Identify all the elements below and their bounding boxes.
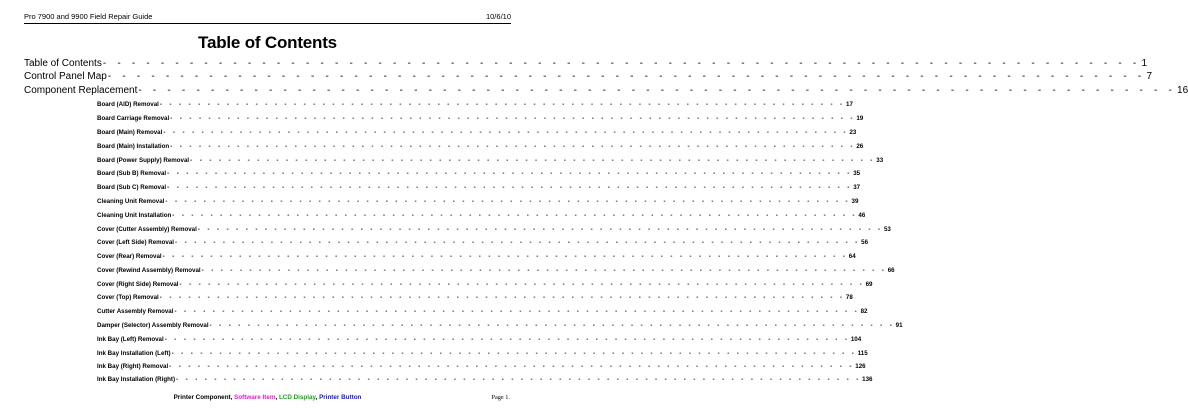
toc-subentry-label: Ink Bay (Right) Removal xyxy=(97,363,169,370)
toc-subentry[interactable] xyxy=(97,307,868,316)
dot-leader: - - - - - - - - - - - - - - - - - - - - - - - - - - - - - - - - - - - - - - - - - - - - - - - - - - - - - - - - - - - - - - - - - - - - - - - - xyxy=(167,170,853,177)
toc-subentry[interactable] xyxy=(97,114,864,123)
dot-leader: - - - - - - - - - - - - - - - - - - - - - - - - - - - - - - - - - - - - - - - - - - - - - - - - - - - - - - - - - - - - - - - - - - - - - - - - xyxy=(197,226,883,233)
toc-subentry-page: 17 xyxy=(846,101,853,108)
toc-entry-page: 1 xyxy=(1141,58,1148,69)
dot-leader: - - - - - - - - - - - - - - - - - - - - - - - - - - - - - - - - - - - - - - - - - - - - - - - - - - - - - - - - - - - - - - - - - - - - - - - - xyxy=(162,253,848,260)
toc-subentry-label: Ink Bay Installation (Right) xyxy=(97,376,176,383)
dot-leader: - - - - - - - - - - - - - - - - - - - - - - - - - - - - - - - - - - - - - - - - - - - - - - - - - - - - - - - - - - - - - - - - - - - - - - - - xyxy=(167,184,853,191)
legend-lcd-display: LCD Display xyxy=(278,394,316,401)
dot-leader: - - - - - - - - - - - - - - - - - - - - - - - - - - - - - - - - - - - - - - - - - - - - - - - - - - - - - - - - - - - - - - - - - - - - - - - - xyxy=(179,281,865,288)
toc-subentry-label: Board (Sub C) Removal xyxy=(97,184,167,191)
toc-subentry-page: 26 xyxy=(856,143,864,150)
toc-subentry-page: 37 xyxy=(853,184,861,191)
dot-leader: - - - - - - - - - - - - - - - - - - - - - - - - - - - - - - - - - - - - - - - - - - - - - - - - - - - - - - - - - - - - - - - - - - - - - - - - xyxy=(170,115,856,122)
toc-subentry[interactable] xyxy=(97,211,866,220)
toc-subentry-page: 33 xyxy=(876,157,884,164)
dot-leader: - - - - - - - - - - - - - - - - - - - - - - - - - - - - - - - - - - - - - - - - - - - - - - - - - - - - - - - - - - - - - - - - - - - - - - - - xyxy=(171,350,857,357)
dot-leader: - - - - - - - - - - - - - - - - - - - - - - - - - - - - - - - - - - - - - - - - - - - - - - - - - - - - - - - - - - - - - - - - - - - - - - - - xyxy=(174,308,860,315)
toc-subentry-page: 104 xyxy=(850,336,862,343)
legend-printer-component: Printer Component xyxy=(173,394,231,401)
document-title: Pro 7900 and 9900 Field Repair Guide xyxy=(24,12,153,21)
toc-subentry[interactable] xyxy=(97,225,891,234)
toc-subentry[interactable] xyxy=(97,280,873,289)
toc-entry-page: 7 xyxy=(1146,71,1153,82)
toc-subentry-page: 91 xyxy=(895,322,903,329)
toc-subentry-label: Board (Main) Removal xyxy=(97,129,163,136)
dot-leader: - - - - - - - - - - - - - - - - - - - - - - - - - - - - - - - - - - - - - - - - - - - - - - - - - - - - - - - - - - - - - - - - - - - - - - - - xyxy=(209,322,895,329)
toc-subentry-label: Board (Power Supply) Removal xyxy=(97,157,190,164)
legend-software-item: Software Item xyxy=(234,394,276,401)
toc-subentry-page: 136 xyxy=(862,376,873,383)
toc-subentry-label: Cutter Assembly Removal xyxy=(97,308,174,315)
toc-subentry-label: Cover (Rewind Assembly) Removal xyxy=(97,267,201,274)
toc-subentry-label: Damper (Selector) Assembly Removal xyxy=(97,322,209,329)
toc-subentry[interactable] xyxy=(97,156,884,165)
toc-subentry-label: Ink Bay Installation (Left) xyxy=(97,350,171,357)
dot-leader: - - - - - - - - - - - - - - - - - - - - - - - - - - - - - - - - - - - - - - - - - - - - - - - - - - - - - - - - - - - - - - - - - - - - - - - - xyxy=(190,157,876,164)
toc-subentry-page: 78 xyxy=(845,294,853,301)
dot-leader: - - - - - - - - - - - - - - - - - - - - - - - - - - - - - - - - - - - - - - - - - - - - - - - - - - - - - - - - - - - - - - - - - - - - - - - - xyxy=(201,267,887,274)
page-header xyxy=(24,12,511,24)
dot-leader: - - - - - - - - - - - - - - - - - - - - - - - - - - - - - - - - - - - - - - - - - - - - - - - - - - - - - - - - - - - - - - - - - - - - - - - - xyxy=(169,363,855,370)
page-title: Table of Contents xyxy=(198,33,337,52)
dot-leader: - - - - - - - - - - - - - - - - - - - - - - - - - - - - - - - - - - - - - - - - - - - - - - - - - - - - - - - - - - - - - - - - - - - - - - - - xyxy=(159,294,845,301)
toc-entry-label: Table of Contents xyxy=(24,58,102,69)
toc-subentry[interactable] xyxy=(97,197,859,206)
toc-subentry-label: Cover (Right Side) Removal xyxy=(97,281,179,288)
toc-subentry-page: 82 xyxy=(860,308,868,315)
dot-leader: - - - - - - - - - - - - - - - - - - - - - - - - - - - - - - - - - - - - - - - - - - - - - - - - - - - - - - - - - - - - - - - - - - - - - - - - xyxy=(138,85,1177,96)
color-legend: Printer Component, Software Item, LCD Display, Printer Button xyxy=(173,394,362,401)
document-date: 10/6/10 xyxy=(485,12,511,21)
toc-subentry[interactable] xyxy=(97,100,853,109)
dot-leader: - - - - - - - - - - - - - - - - - - - - - - - - - - - - - - - - - - - - - - - - - - - - - - - - - - - - - - - - - - - - - - - - - - - - - - - - xyxy=(107,71,1146,82)
toc-entry-label: Control Panel Map xyxy=(24,71,107,82)
toc-subentry[interactable] xyxy=(97,375,873,384)
toc-subentry[interactable] xyxy=(97,238,869,247)
toc-entry[interactable] xyxy=(24,84,1188,97)
toc-entry[interactable] xyxy=(24,70,1153,83)
toc-subentry-page: 56 xyxy=(861,239,869,246)
legend-printer-button: Printer Button xyxy=(319,394,362,401)
page-number: Page 1. xyxy=(491,394,510,401)
toc-subentry[interactable] xyxy=(97,128,857,137)
toc-subentry-label: Ink Bay (Left) Removal xyxy=(97,336,164,343)
toc-subentry[interactable] xyxy=(97,293,853,302)
toc-entry-page: 16 xyxy=(1177,85,1188,96)
toc-subentry-page: 115 xyxy=(857,350,868,357)
toc-subentry-page: 126 xyxy=(855,363,866,370)
dot-leader: - - - - - - - - - - - - - - - - - - - - - - - - - - - - - - - - - - - - - - - - - - - - - - - - - - - - - - - - - - - - - - - - - - - - - - - - xyxy=(163,129,849,136)
toc-subentry-label: Cleaning Unit Removal xyxy=(97,198,165,205)
toc-subentry-page: 69 xyxy=(865,281,873,288)
toc-subentry[interactable] xyxy=(97,252,856,261)
toc-subentry-label: Board (AID) Removal xyxy=(97,101,159,108)
toc-subentry-label: Cover (Left Side) Removal xyxy=(97,239,175,246)
dot-leader: - - - - - - - - - - - - - - - - - - - - - - - - - - - - - - - - - - - - - - - - - - - - - - - - - - - - - - - - - - - - - - - - - - - - - - - - xyxy=(176,376,862,383)
toc-subentry-page: 19 xyxy=(856,115,864,122)
toc-subentry-page: 39 xyxy=(851,198,859,205)
toc-subentry-page: 23 xyxy=(849,129,857,136)
toc-subentry-page: 64 xyxy=(848,253,856,260)
toc-subentry-label: Board (Main) Installation xyxy=(97,143,170,150)
dot-leader: - - - - - - - - - - - - - - - - - - - - - - - - - - - - - - - - - - - - - - - - - - - - - - - - - - - - - - - - - - - - - - - - - - - - - - - - xyxy=(164,336,850,343)
dot-leader: - - - - - - - - - - - - - - - - - - - - - - - - - - - - - - - - - - - - - - - - - - - - - - - - - - - - - - - - - - - - - - - - - - - - - - - - xyxy=(175,239,861,246)
toc-subentry-page: 53 xyxy=(883,226,891,233)
toc-subentry-page: 35 xyxy=(853,170,861,177)
toc-subentry-label: Cleaning Unit Installation xyxy=(97,212,172,219)
toc-subentry[interactable] xyxy=(97,362,866,371)
dot-leader: - - - - - - - - - - - - - - - - - - - - - - - - - - - - - - - - - - - - - - - - - - - - - - - - - - - - - - - - - - - - - - - - - - - - - - - - xyxy=(102,58,1141,69)
toc-subentry[interactable] xyxy=(97,266,895,275)
toc-subentry-label: Cover (Cutter Assembly) Removal xyxy=(97,226,197,233)
toc-subentry-page: 46 xyxy=(858,212,866,219)
dot-leader: - - - - - - - - - - - - - - - - - - - - - - - - - - - - - - - - - - - - - - - - - - - - - - - - - - - - - - - - - - - - - - - - - - - - - - - - xyxy=(159,101,845,108)
toc-subentry[interactable] xyxy=(97,183,861,192)
toc-subentry-label: Board (Sub B) Removal xyxy=(97,170,167,177)
dot-leader: - - - - - - - - - - - - - - - - - - - - - - - - - - - - - - - - - - - - - - - - - - - - - - - - - - - - - - - - - - - - - - - - - - - - - - - - xyxy=(172,212,858,219)
toc-entry[interactable] xyxy=(24,57,1148,70)
toc-subentry[interactable] xyxy=(97,142,864,151)
toc-subentry[interactable] xyxy=(97,349,868,358)
dot-leader: - - - - - - - - - - - - - - - - - - - - - - - - - - - - - - - - - - - - - - - - - - - - - - - - - - - - - - - - - - - - - - - - - - - - - - - - xyxy=(165,198,851,205)
toc-subentry-label: Cover (Top) Removal xyxy=(97,294,159,301)
toc-subentry[interactable] xyxy=(97,321,903,330)
toc-entry-label: Component Replacement xyxy=(24,85,138,96)
toc-subentry[interactable] xyxy=(97,335,862,344)
toc-subentry-page: 66 xyxy=(887,267,895,274)
dot-leader: - - - - - - - - - - - - - - - - - - - - - - - - - - - - - - - - - - - - - - - - - - - - - - - - - - - - - - - - - - - - - - - - - - - - - - - - xyxy=(170,143,856,150)
toc-subentry-label: Board Carriage Removal xyxy=(97,115,170,122)
toc-subentry-label: Cover (Rear) Removal xyxy=(97,253,162,260)
toc-subentry[interactable] xyxy=(97,169,861,178)
